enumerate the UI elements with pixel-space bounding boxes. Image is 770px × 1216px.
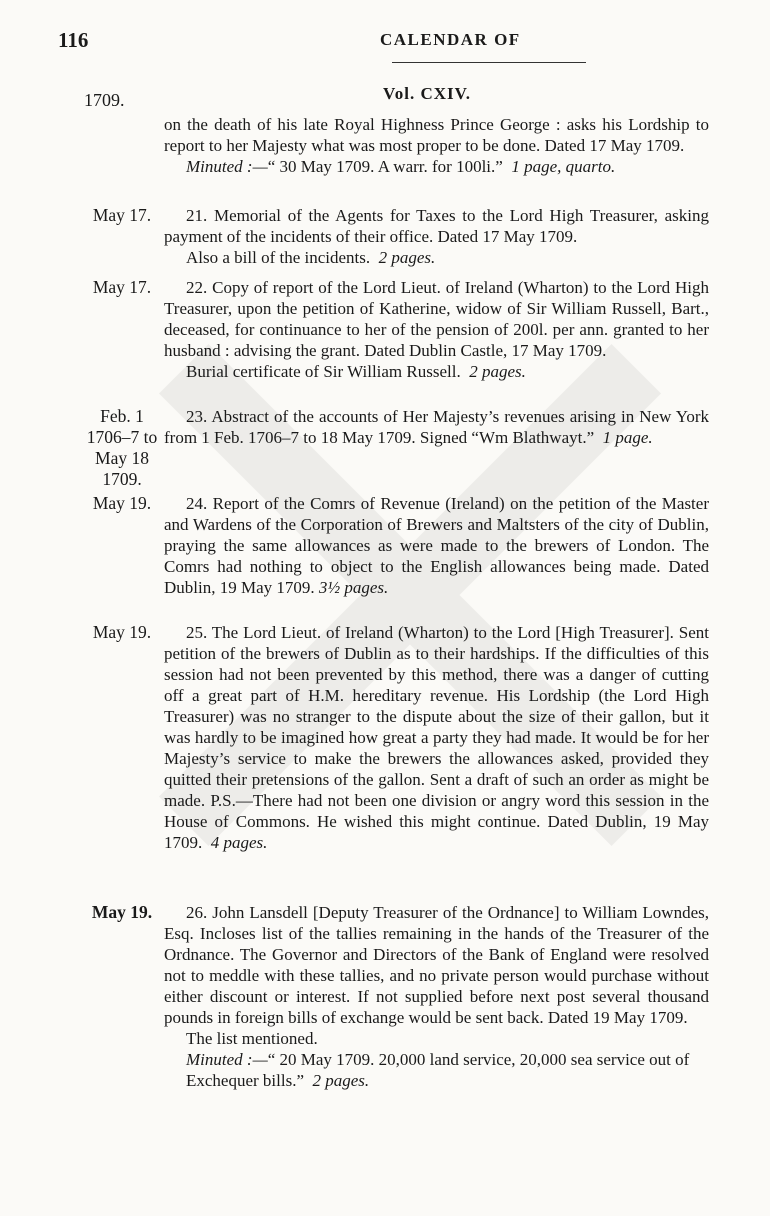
entry-body bbox=[164, 114, 709, 177]
page-count: 4 pages. bbox=[210, 833, 268, 852]
entry-text-main: 25. The Lord Lieut. of Ireland (Wharton) to the Lord [High Treasurer]. Sent petition of the brewers of Dublin as to their hardships. If the difficulties of this session had not been prevented by this method, there was a danger of cutting off a great part of H.M. hereditary revenue. His Lordship (the Lord High Treasurer) was no stranger to the dispute about the size of their gallon, but it was hardly to be imagined how great a party they had made. It would be for her Majesty’s service to make the brewers the allowances asked, provided they quitted their pretensions of the gallon. Sent a draft of such an order as might be made. P.S.—There had not been one division or angry word this session in the House of Commons. He wished this might continue. Dated Dublin, 19 May 1709. bbox=[164, 623, 709, 852]
entry-text bbox=[164, 406, 709, 448]
entry-body bbox=[164, 277, 709, 382]
attachment-line bbox=[164, 247, 709, 268]
entry-date: May 19. bbox=[91, 902, 153, 922]
entry-body bbox=[164, 902, 709, 1091]
entry-date: May 19. bbox=[92, 622, 152, 642]
page-number: 116 bbox=[58, 28, 89, 52]
entry-text-main: 24. Report of the Comrs of Revenue (Ireland) on the petition of the Master and Wardens of the Corporation of Brewers and Maltsters of the city of Dublin, praying the same allowances as were made to the brewers of London. The Comrs had nothing to object to the English allowances being made. Dated Dublin, 19 May 1709. bbox=[164, 494, 709, 597]
entry-date: May 19. bbox=[92, 493, 152, 513]
entry-body bbox=[164, 622, 709, 853]
entry-text bbox=[164, 622, 709, 853]
minuted-label: Minuted :— bbox=[186, 157, 268, 176]
minute-text: “ 20 May 1709. 20,000 land service, 20,000 sea service out of Exchequer bills.” bbox=[186, 1050, 690, 1090]
volume-heading: Vol. CXIV. bbox=[383, 84, 471, 103]
attachment-text: Burial certificate of Sir William Russell. bbox=[186, 362, 461, 381]
entry-body bbox=[164, 406, 709, 448]
entry-text: on the death of his late Royal Highness Prince George : asks his Lordship to report to her Majesty what was most proper to be done. Dated 17 May 1709. bbox=[164, 115, 709, 155]
minute-line bbox=[164, 156, 709, 177]
page-count: 2 pages. bbox=[378, 248, 436, 267]
entry-date: May 17. bbox=[92, 277, 152, 297]
header-rule bbox=[392, 62, 586, 63]
page-count: 1 page, quarto. bbox=[511, 157, 616, 176]
minuted-label: Minuted :— bbox=[186, 1050, 268, 1069]
page-count: 2 pages. bbox=[312, 1071, 370, 1090]
entry-date: Feb. 1 1706–7 to May 18 1709. bbox=[86, 406, 158, 489]
running-title: CALENDAR OF bbox=[380, 30, 521, 49]
entry-text-main: 23. Abstract of the accounts of Her Majesty’s revenues arising in New York from 1 Feb. 1706–7 to 18 May 1709. Signed “Wm Blathwayt.” bbox=[164, 407, 709, 447]
page-count: 3½ pages. bbox=[318, 578, 389, 597]
entry-date: May 17. bbox=[92, 205, 152, 225]
attachment-line bbox=[164, 361, 709, 382]
entry-text: 21. Memorial of the Agents for Taxes to the Lord High Treasurer, asking payment of the incidents of their office. Dated 17 May 1709. bbox=[164, 206, 709, 246]
entry-body bbox=[164, 493, 709, 598]
page-count: 2 pages. bbox=[469, 362, 526, 381]
margin-year: 1709. bbox=[84, 90, 125, 110]
attachment-line: The list mentioned. bbox=[186, 1029, 318, 1048]
page-count: 1 page. bbox=[602, 428, 653, 447]
entry-text bbox=[164, 493, 709, 598]
entry-body bbox=[164, 205, 709, 268]
minute-line bbox=[164, 1049, 709, 1091]
entry-text: 26. John Lansdell [Deputy Treasurer of the Ordnance] to William Lowndes, Esq. Incloses list of the tallies remaining in the hands of the Treasurer of the Ordnance. The Governor and Directors of the Bank of England were resolved not to meddle with these tallies, and no private person would purchase without either discount or interest. If not supplied before next post several thousand pounds in foreign bills of exchange would be sent back. Dated 19 May 1709. bbox=[164, 903, 709, 1027]
minute-text: “ 30 May 1709. A warr. for 100li.” bbox=[267, 157, 503, 176]
entry-text: 22. Copy of report of the Lord Lieut. of Ireland (Wharton) to the Lord High Treasurer, upon the petition of Katherine, widow of Sir William Russell, Bart., deceased, for continuance to her of the pension of 200l. per ann. granted to her husband : advising the grant. Dated Dublin Castle, 17 May 1709. bbox=[164, 278, 709, 360]
attachment-text: Also a bill of the incidents. bbox=[186, 248, 371, 267]
